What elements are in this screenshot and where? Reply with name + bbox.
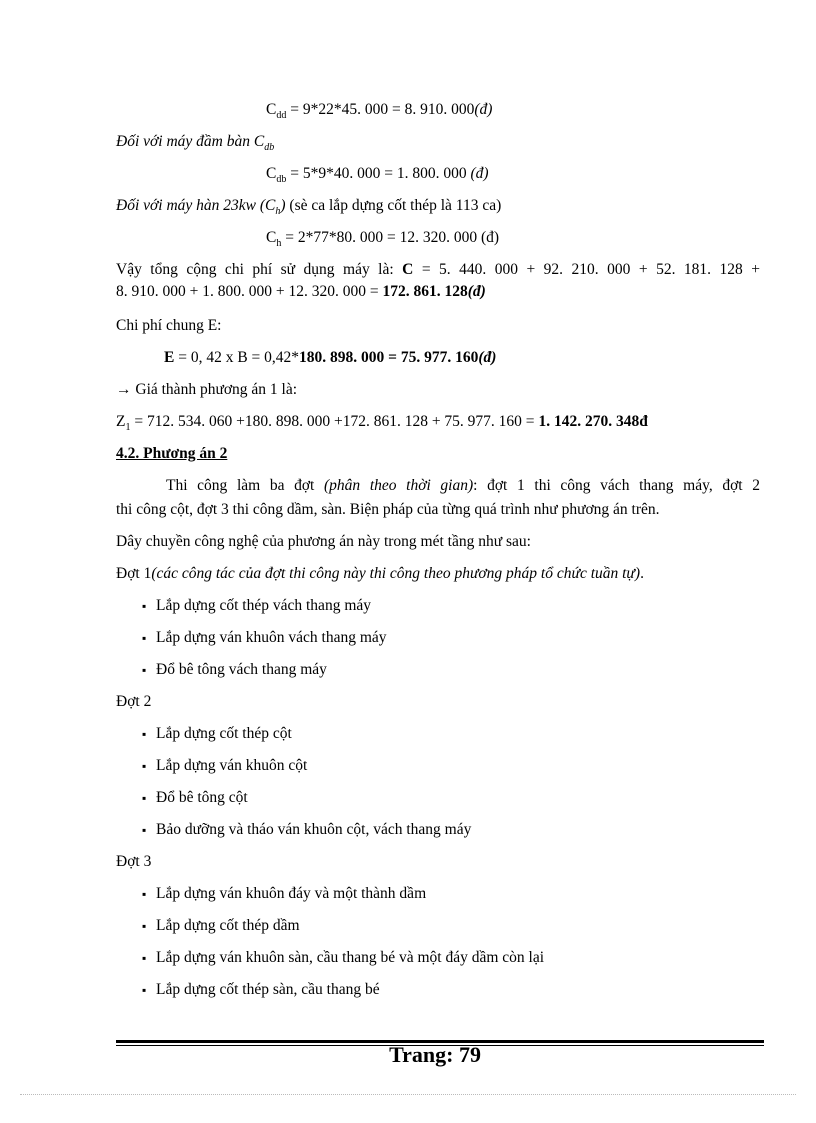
total-line-1: Vậy tổng cộng chi phí sử dụng máy là: C = 5. 440. 000 + 92. 210. 000 + 52. 181. 128 + bbox=[116, 261, 760, 278]
list-item: ▪ Lắp dựng ván khuôn cột bbox=[142, 757, 308, 774]
list-item: ▪ Bảo dưỡng và tháo ván khuôn cột, vách thang máy bbox=[142, 821, 472, 838]
section-heading: 4.2. Phương án 2 bbox=[116, 445, 228, 462]
bullet-icon: ▪ bbox=[142, 887, 147, 901]
bullet-icon: ▪ bbox=[142, 631, 147, 645]
list-item: ▪ Đổ bê tông vách thang máy bbox=[142, 661, 327, 678]
bullet-icon: ▪ bbox=[142, 823, 147, 837]
page-footer bbox=[0, 1042, 816, 1068]
formula-z1: $Z_1 = 712$. 534. 060 +180. 898. 000 +172. 861. 128 + 75. 977. 160 = 1. 142. 270. 348đ bbox=[116, 413, 648, 434]
paragraph-line-1: Thi công làm ba đợt (phân theo thời gian): đợt 1 thi công vách thang máy, đợt 2 bbox=[166, 477, 761, 494]
formula-cdb: $C_{db} = 5*9*40$. 000 = 1. 800. 000 (đ) bbox=[266, 165, 489, 186]
bullet-icon: ▪ bbox=[142, 919, 147, 933]
bullet-icon: ▪ bbox=[142, 663, 147, 677]
dot2-heading: Đợt 2 bbox=[116, 693, 152, 710]
footer-label: Trang: bbox=[389, 1042, 454, 1067]
arrow-right-icon: → bbox=[116, 381, 132, 398]
bullet-icon: ▪ bbox=[142, 791, 147, 805]
bullet-icon: ▪ bbox=[142, 951, 147, 965]
formula-e: E = 0, 42 x B = 0,42*180. 898. 000 = 75. 977. 160(đ) bbox=[164, 349, 497, 366]
bullet-icon: ▪ bbox=[142, 727, 147, 741]
list-item: ▪ Lắp dựng cốt thép dầm bbox=[142, 917, 300, 934]
page-number: 79 bbox=[458, 1042, 481, 1067]
gia-thanh-line: → Giá thành phương án 1 là: bbox=[116, 381, 298, 398]
bullet-icon: ▪ bbox=[142, 759, 147, 773]
formula-ch: $C_h = 2*77*80$. 000 = 12. 320. 000 (đ) bbox=[266, 229, 500, 250]
bullet-icon: ▪ bbox=[142, 599, 147, 613]
formula-cdd: $C_{dd} = 9*22*45$. 000 = 8. 910. 000(đ) bbox=[266, 101, 493, 122]
damban-heading: Đối với máy đầm bàn $C_{db}$ bbox=[116, 133, 275, 154]
total-line-2: 8. 910. 000 + 1. 800. 000 + 12. 320. 000 = 172. 861. 128(đ) bbox=[116, 283, 486, 300]
list-item: ▪ Đổ bê tông cột bbox=[142, 789, 248, 806]
page-edge bbox=[20, 1094, 796, 1095]
list-item: ▪ Lắp dựng ván khuôn vách thang máy bbox=[142, 629, 387, 646]
list-item: ▪ Lắp dựng cốt thép sàn, cầu thang bé bbox=[142, 981, 380, 998]
day-chuyen-line: Dây chuyền công nghệ của phương án này trong mét tầng như sau: bbox=[116, 533, 531, 550]
list-item: ▪ Lắp dựng cốt thép vách thang máy bbox=[142, 597, 372, 614]
bullet-icon: ▪ bbox=[142, 983, 147, 997]
dot3-heading: Đợt 3 bbox=[116, 853, 152, 870]
list-item: ▪ Lắp dựng ván khuôn đáy và một thành dầm bbox=[142, 885, 427, 902]
list-item: ▪ Lắp dựng ván khuôn sàn, cầu thang bé và một đáy dầm còn lại bbox=[142, 949, 545, 966]
paragraph-line-2: thi công cột, đợt 3 thi công dầm, sàn. Biện pháp của từng quá trình như phương án trên. bbox=[116, 501, 660, 518]
chi-phi-chung: Chi phí chung E: bbox=[116, 317, 222, 334]
dot1-heading: Đợt 1(các công tác của đợt thi công này thi công theo phương pháp tổ chức tuần tự). bbox=[116, 565, 644, 582]
list-item: ▪ Lắp dựng cốt thép cột bbox=[142, 725, 292, 742]
hanh-heading: Đối với máy hàn 23kw $(C_h)$ (sè ca lắp dựng cốt thép là 113 ca) bbox=[116, 197, 502, 218]
